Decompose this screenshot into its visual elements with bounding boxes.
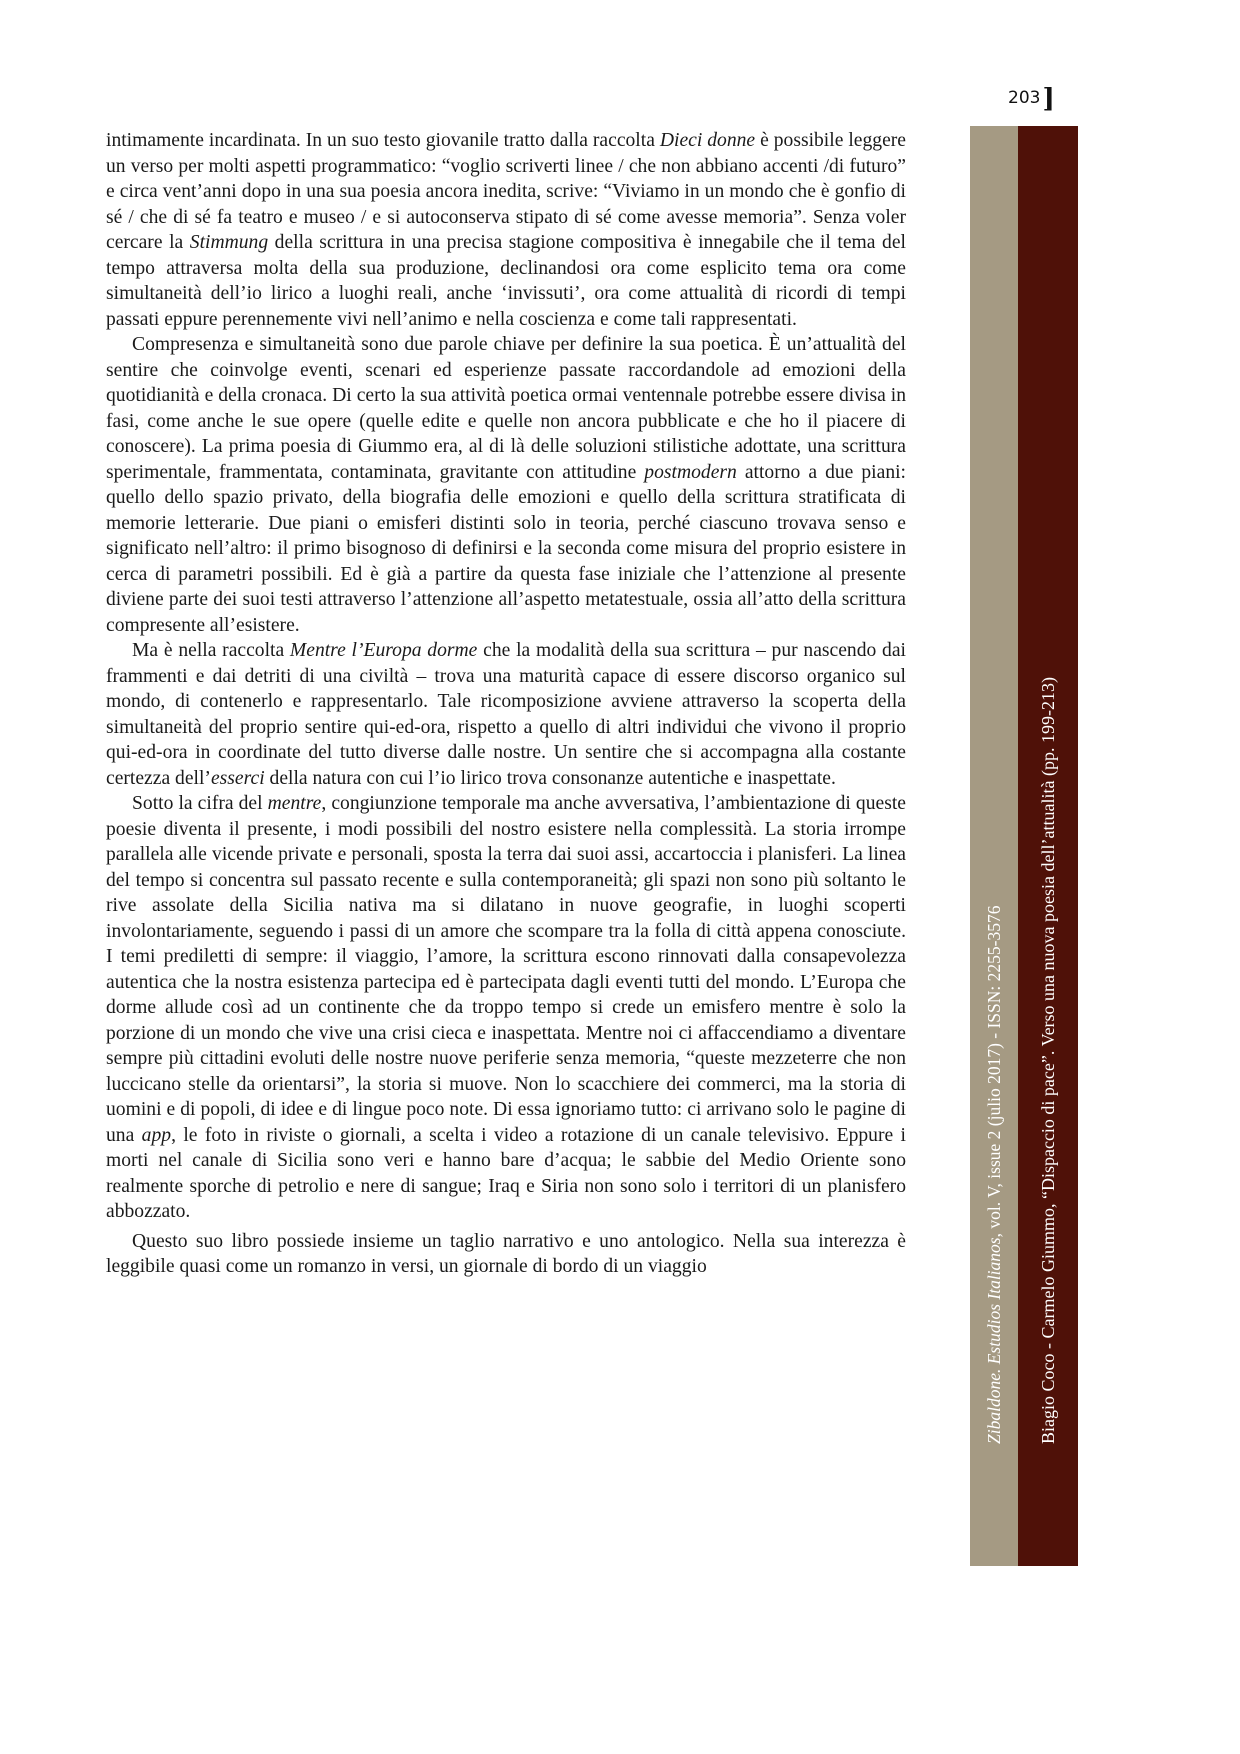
paragraph xyxy=(106,128,906,332)
italic-text: Stimmung xyxy=(189,232,269,253)
text-run: Ma è nella raccolta xyxy=(132,640,290,661)
text-run: attorno a due piani: quello dello spazio privato, della biografia delle emozioni e quello della scrittura stratificata di memorie letterarie. Due piani o emisferi distinti solo in teoria, perché ciascuno trovava senso e significato nell’altro: il primo bisognoso di definirsi e la seconda come misura del proprio esistere in cerca di parametri possibili. Ed è già a partire da questa fase iniziale che l’attenzione al presente diviene parte dei suoi testi attraverso l’attenzione all’aspetto metatestuale, ossia all’atto della scrittura compresente all’esistere. xyxy=(106,461,907,636)
text-run: , congiunzione temporale ma anche avversativa, l’ambientazione di queste poesie diventa il presente, i modi possibili del nostro esistere nella complessità. La storia irrompe parallela alle vicende private e personali, sposta la terra dai suoi assi, accartoccia i planisferi. La linea del tempo si concentra sul passato recente e sulla contemporaneità; gli spazi non sono più soltanto le rive assolate della Sicilia nativa ma si dilatano in nuove geografie, in luoghi scoperti involontariamente, seguendo i passi di un amore che scompare tra la folla di città appena conosciute. I temi prediletti di sempre: il viaggio, l’amore, la scrittura escono rinnovati dalla consapevolezza autentica che la nostra esistenza partecipa ed è partecipata dagli eventi tutti del mondo. L’Europa che dorme allude così ad un continente che da troppo tempo si crede un emisfero mentre è solo la porzione di un mondo che vive una crisi cieca e inaspettata. Mentre noi ci affaccendiamo a diventare sempre più cittadini evoluti delle nostre nuove periferie senza memoria, “queste mezzeterre che non luccicano stelle da orientarsi”, la storia si muove. Non lo scacchiere dei commerci, ma la storia di uomini e di popoli, di idee e di lingue poco note. Di essa ignoriamo tutto: ci arrivano solo le pagine di una xyxy=(106,793,906,1146)
page-number-value: 203 xyxy=(1008,88,1041,108)
italic-text: Mentre l’Europa dorme xyxy=(289,640,478,661)
italic-text: Dieci donne xyxy=(659,130,756,151)
journal-title: Zibaldone. Estudios Italianos xyxy=(984,1237,1004,1444)
text-run: , le foto in riviste o giornali, a scelta i video a rotazione di un canale televisivo. Eppure i morti nel canale di Sicilia sono veri e hanno bare d’acqua; le sabbie del Medio Oriente sono realmente sporche di petrolio e nere di sangue; Iraq e Siria non sono solo i territori di un planisfero abbozzato. xyxy=(106,1124,906,1222)
page-number-bracket: ] xyxy=(1042,84,1055,114)
article-citation: Biagio Coco - Carmelo Giummo, “Dispaccio di pace”. Verso una nuova poesia dell’attualità (pp. 199-213) xyxy=(1038,677,1058,1444)
paragraph xyxy=(106,1229,906,1280)
text-run: che la modalità della sua scrittura – pur nascendo dai frammenti e dai detriti di una civiltà – trova una maturità capace di essere discorso organico sul mondo, di contenerlo e rappresentarlo. Tale ricomposizione avviene attraverso la scoperta della simultaneità del proprio sentire qui-ed-ora, rispetto a quello di altri individui che vivono il proprio qui-ed-ora in coordinate del tutto diverse dalle nostre. Un sentire che si accompagna alla costante certezza dell’ xyxy=(106,640,906,789)
article-body xyxy=(106,128,906,1280)
italic-text: app xyxy=(141,1124,172,1146)
italic-text: mentre xyxy=(267,793,322,814)
text-run: Questo suo libro possiede insieme un taglio narrativo e uno antologico. Nella sua interezza è leggibile quasi come un romanzo in versi, un giornale di bordo di un viaggio xyxy=(106,1230,906,1277)
journal-issue: , vol. V, issue 2 (julio 2017) - ISSN: 2255-3576 xyxy=(984,905,1004,1238)
italic-text: esserci xyxy=(210,767,265,789)
page-number xyxy=(1008,80,1055,114)
text-run: Sotto la cifra del xyxy=(132,793,268,814)
italic-text: postmodern xyxy=(644,461,737,483)
text-run: della scrittura in una precisa stagione compositiva è innegabile che il tema del tempo attraversa molta della sua produzione, declinandosi ora come esplicito tema ora come simultaneità dell’io lirico a luoghi reali, anche ‘invissuti’, ora come attualità di ricordi di tempi passati eppure perennemente vivi nell’animo e nella coscienza e come tali rappresentati. xyxy=(106,232,906,330)
paragraph xyxy=(106,638,906,791)
journal-citation xyxy=(984,906,1005,1444)
paragraph xyxy=(106,791,906,1225)
text-run: della natura con cui l’io lirico trova consonanze autentiche e inaspettate. xyxy=(264,767,836,789)
paragraph xyxy=(106,332,906,638)
text-run: è possibile leggere un verso per molti aspetti programmatico: “voglio scriverti linee / che non abbiano accenti /di futuro” e circa vent’anni dopo in una sua poesia ancora inedita, scrive: “Viviamo in un mondo che è gonfio di sé / che di sé fa teatro e museo / e si autoconserva stipato di sé come avesse memoria”. Senza voler cercare la xyxy=(106,130,906,253)
text-run: intimamente incardinata. In un suo testo giovanile tratto dalla raccolta xyxy=(106,130,660,151)
text-run: Compresenza e simultaneità sono due parole chiave per definire la sua poetica. È un’attualità del sentire che coinvolge eventi, scenari ed esperienze passate raccordandole ad emozioni della quotidianità e della cronaca. Di certo la sua attività poetica ormai ventennale potrebbe essere divisa in fasi, come anche le sue opere (quelle edite e quelle non ancora pubblicate e che ho il piacere di conoscere). La prima poesia di Giummo era, al di là delle soluzioni stilistiche adottate, una scrittura sperimentale, frammentata, contaminata, gravitante con attitudine xyxy=(106,334,906,483)
